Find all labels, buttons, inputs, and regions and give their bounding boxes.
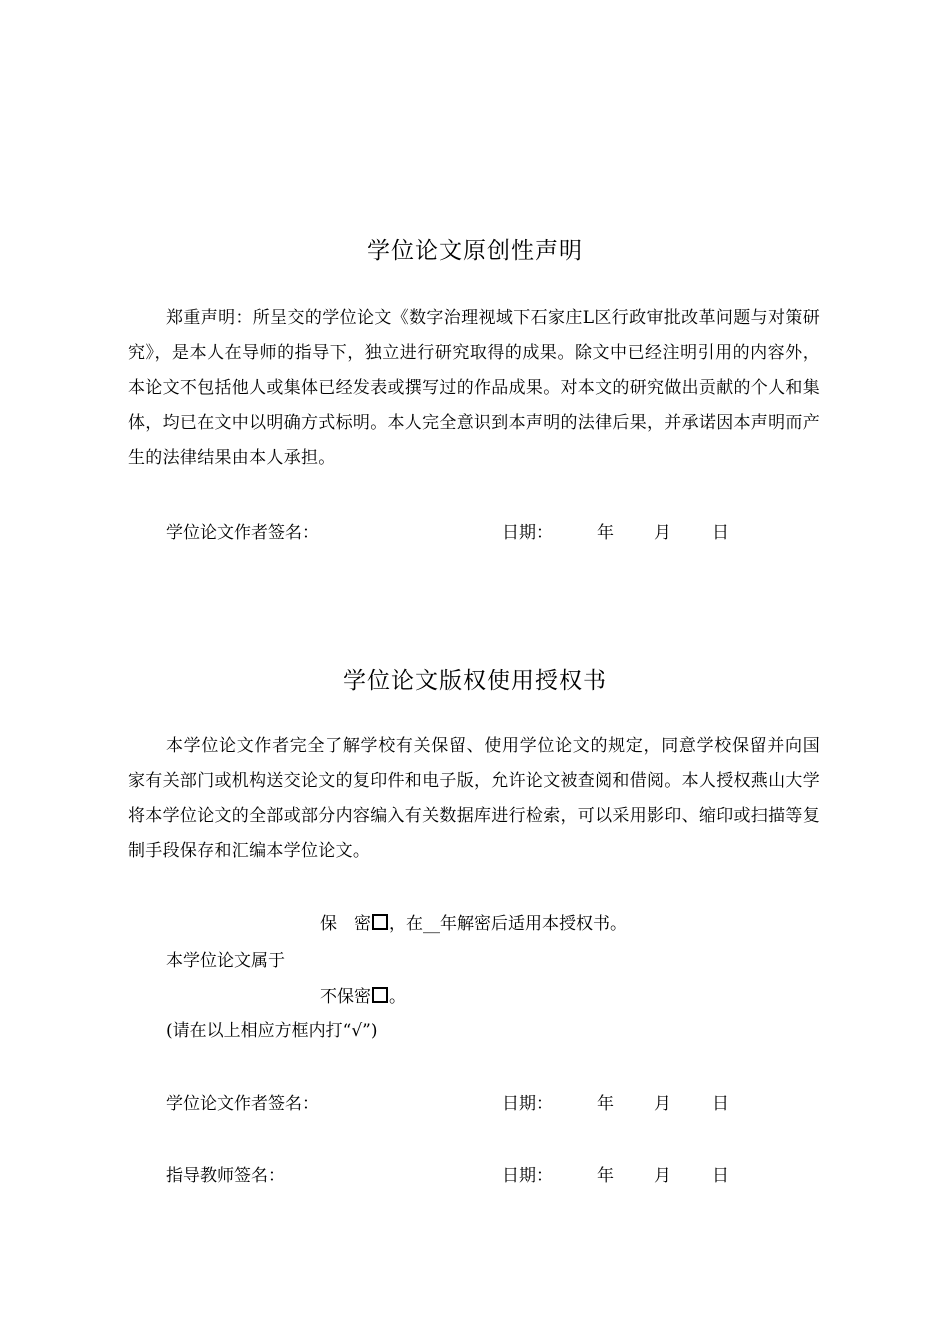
author-signature-label: 学位论文作者签名： <box>166 523 319 543</box>
advisor-date-month: 月 <box>654 1166 671 1186</box>
date-month: 月 <box>654 523 671 543</box>
originality-paragraph: 郑重声明：所呈交的学位论文《数字治理视域下石家庄L区行政审批改革问题与对策研究》，是本人在导师的指导下，独立进行研究取得的成果。除文中已经注明引用的内容外，本论文不包括他人或集体已经发表或撰写过的作品成果。对本文的研究做出贡献的个人和集体，均已在文中以明确方式标明。本人完全意识到本声明的法律后果，并承诺因本声明而产生的法律结果由本人承担。 <box>128 308 820 468</box>
checkbox-instruction: (请在以上相应方框内打“√”) <box>166 1021 378 1041</box>
copyright-author-date-month: 月 <box>654 1094 671 1114</box>
copyright-author-signature-label: 学位论文作者签名： <box>166 1094 319 1114</box>
advisor-date-day: 日 <box>712 1166 729 1186</box>
advisor-signature-label: 指导教师签名： <box>166 1166 285 1186</box>
not-secret-option-label: 不保密 <box>320 987 371 1007</box>
copyright-title: 学位论文版权使用授权书 <box>343 668 607 694</box>
advisor-date-label: 日期： <box>502 1166 553 1186</box>
date-year: 年 <box>597 523 614 543</box>
copyright-author-date-label: 日期： <box>502 1094 553 1114</box>
date-label: 日期： <box>502 523 553 543</box>
date-day: 日 <box>712 523 729 543</box>
not-secret-option-line <box>320 987 406 1007</box>
not-secret-option-suffix: 。 <box>389 987 406 1007</box>
secret-option-label: 保 密 <box>320 914 371 934</box>
copyright-author-date-day: 日 <box>712 1094 729 1114</box>
secret-option-line <box>320 914 627 934</box>
copyright-author-date-year: 年 <box>597 1094 614 1114</box>
secret-checkbox[interactable] <box>372 914 388 930</box>
belongs-label: 本学位论文属于 <box>166 951 285 971</box>
secret-option-suffix: ，在__年解密后适用本授权书。 <box>389 914 627 934</box>
not-secret-checkbox[interactable] <box>372 987 388 1003</box>
copyright-paragraph: 本学位论文作者完全了解学校有关保留、使用学位论文的规定，同意学校保留并向国家有关部门或机构送交论文的复印件和电子版，允许论文被查阅和借阅。本人授权燕山大学将本学位论文的全部或部分内容编入有关数据库进行检索，可以采用影印、缩印或扫描等复制手段保存和汇编本学位论文。 <box>128 736 820 861</box>
advisor-date-year: 年 <box>597 1166 614 1186</box>
originality-title: 学位论文原创性声明 <box>367 238 583 264</box>
